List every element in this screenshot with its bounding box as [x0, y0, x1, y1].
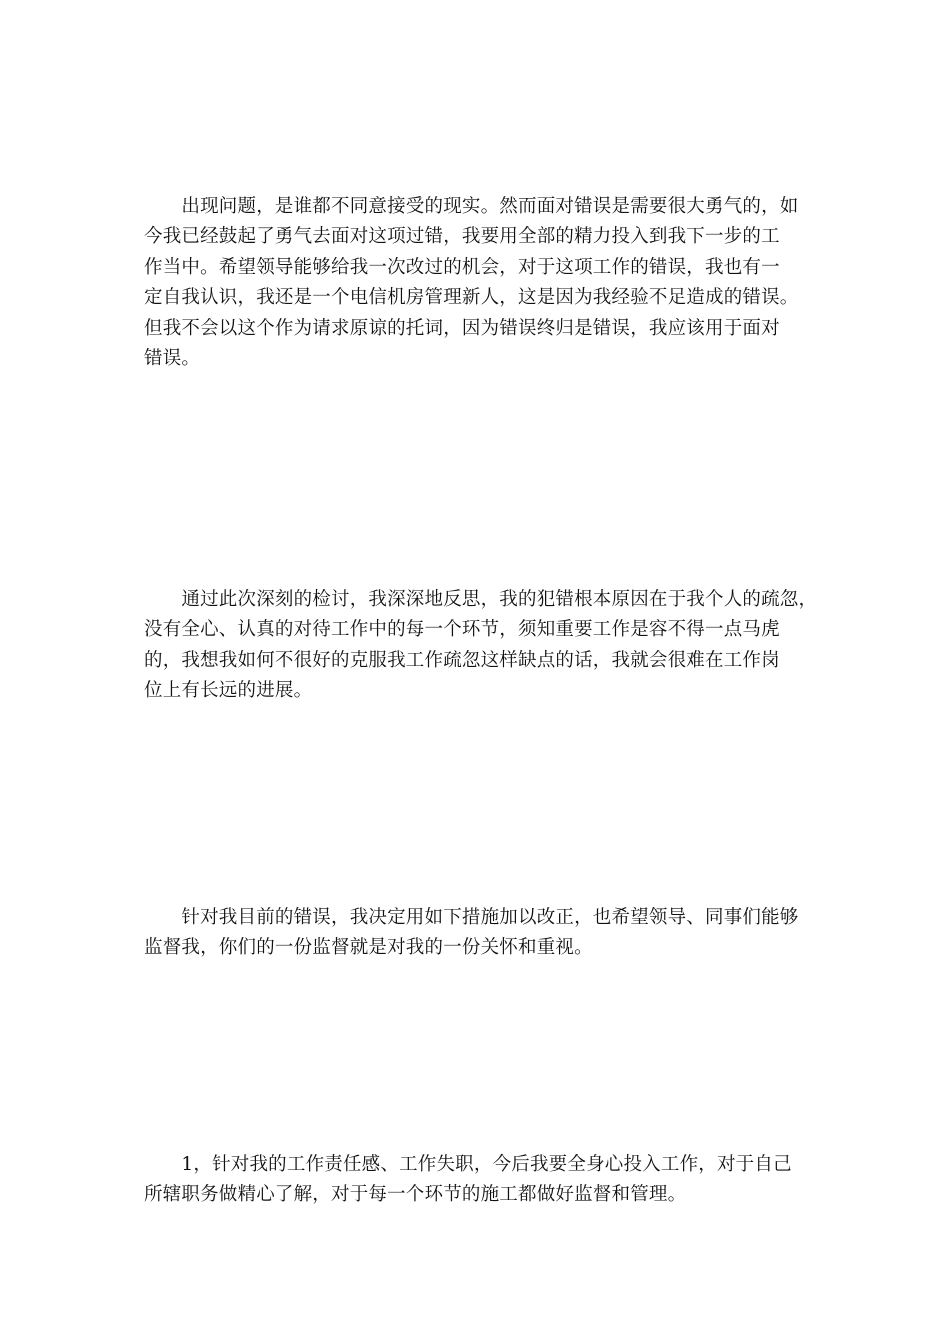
text-line: 位上有长远的进展。: [144, 680, 313, 702]
paragraph-measure-1: [144, 1150, 814, 1211]
text-line: 通过此次深刻的检讨，我深深地反思，我的犯错根本原因在于我个人的疏忽，: [144, 589, 818, 610]
text-line: 监督我，你们的一份监督就是对我的一份关怀和重视。: [144, 937, 593, 959]
text-line: 出现问题，是谁都不同意接受的现实。然而面对错误是需要很大勇气的，如: [144, 196, 799, 217]
text-line: 作当中。希望领导能够给我一次改过的机会，对于这项工作的错误，我也有一: [144, 256, 780, 278]
text-line: 但我不会以这个作为请求原谅的托词，因为错误终归是错误，我应该用于面对: [144, 317, 780, 339]
text-line: 定自我认识，我还是一个电信机房管理新人，这是因为我经验不足造成的错误。: [144, 287, 799, 309]
text-line: 今我已经鼓起了勇气去面对这项过错，我要用全部的精力投入到我下一步的工: [144, 226, 780, 248]
paragraph-reflection: [144, 192, 814, 374]
text-line: 1，针对我的工作责任感、工作失职，今后我要全身心投入工作，对于自己: [144, 1154, 792, 1175]
paragraph-root-cause: [144, 585, 818, 707]
text-line: 针对我目前的错误，我决定用如下措施加以改正，也希望领导、同事们能够: [144, 907, 799, 928]
text-line: 错误。: [144, 347, 201, 369]
text-line: 没有全心、认真的对待工作中的每一个环节，须知重要工作是容不得一点马虎: [144, 619, 780, 641]
text-line: 所辖职务做精心了解，对于每一个环节的施工都做好监督和管理。: [144, 1184, 687, 1206]
paragraph-measures-intro: [144, 903, 814, 964]
text-line: 的，我想我如何不很好的克服我工作疏忽这样缺点的话，我就会很难在工作岗: [144, 649, 780, 671]
